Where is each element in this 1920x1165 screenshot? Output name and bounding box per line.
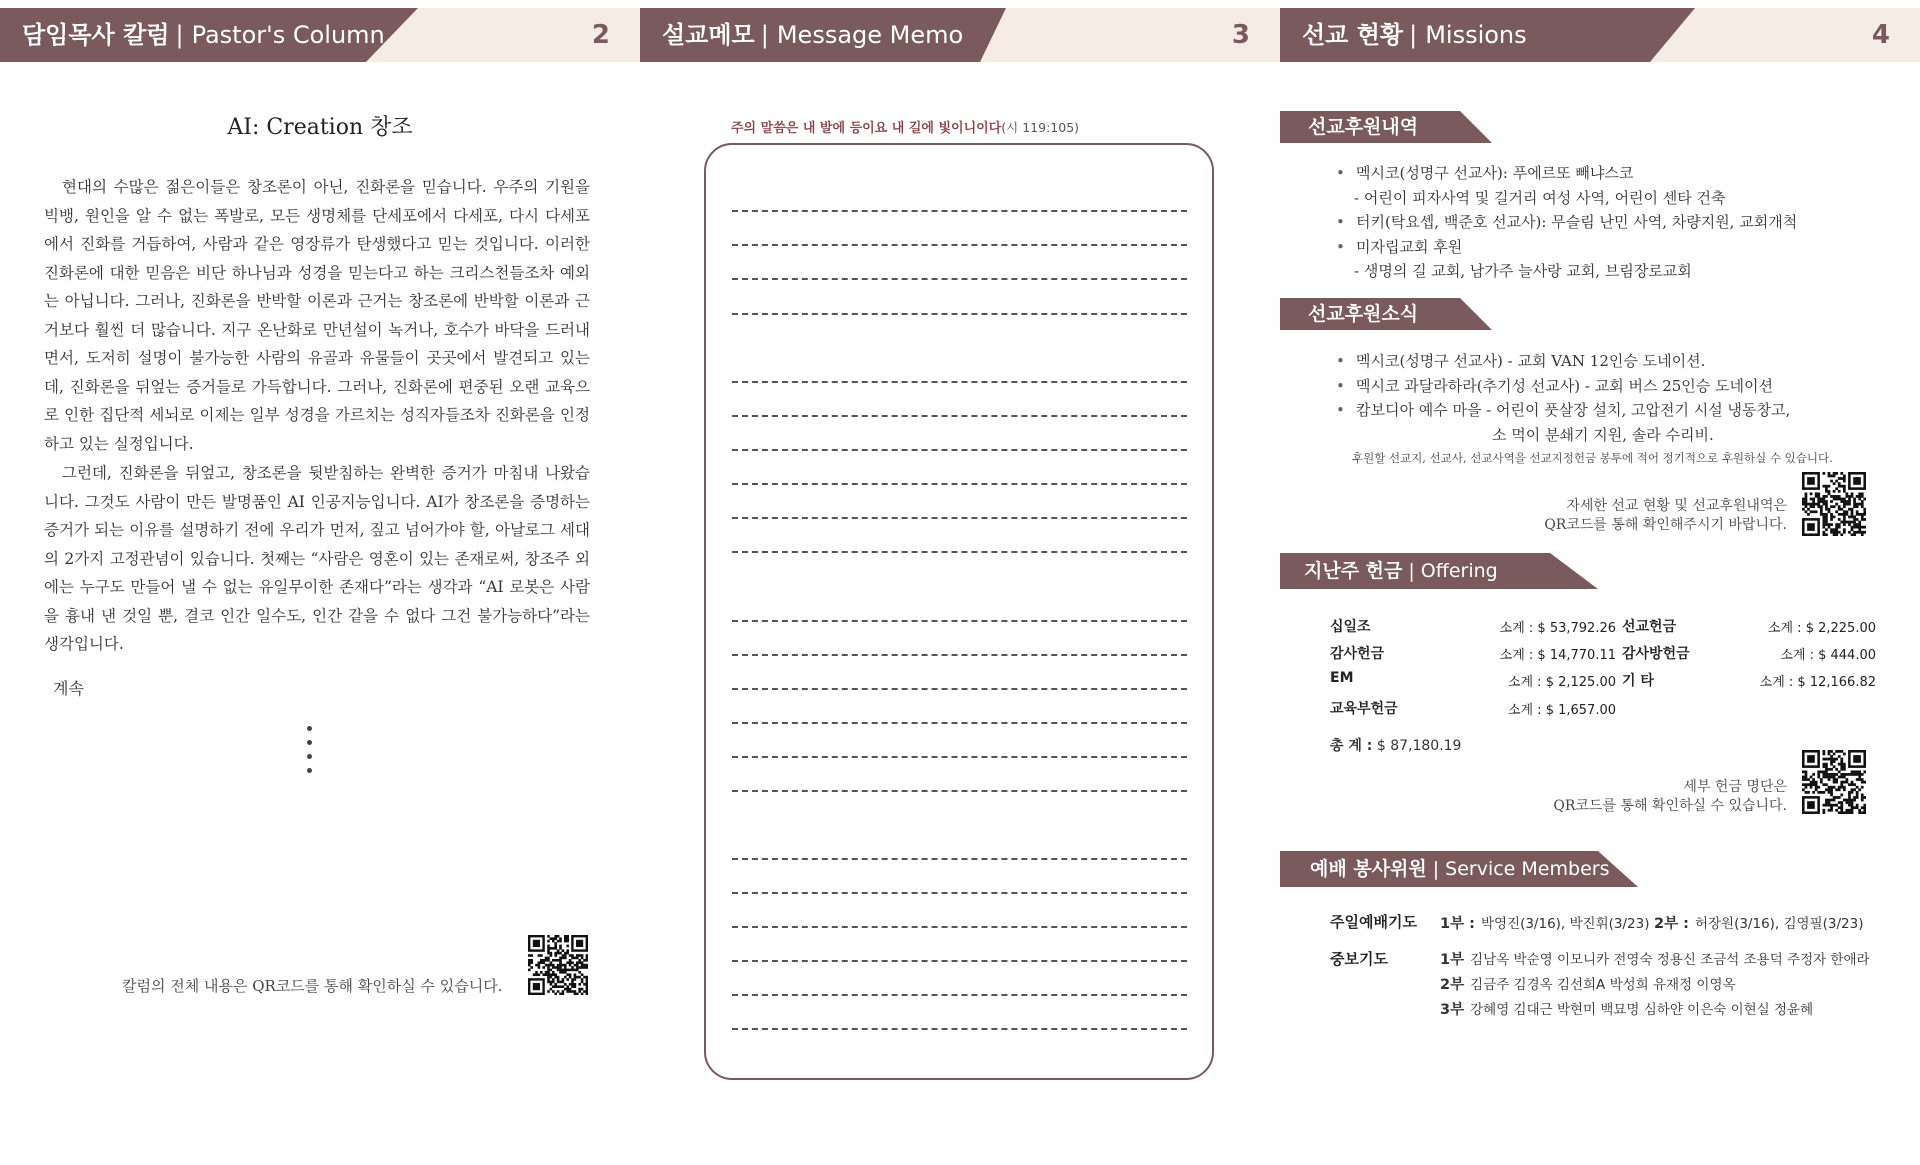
header-title-ko: 담임목사 칼럼 xyxy=(22,21,170,49)
prayer-label: 주일예배기도 xyxy=(1330,913,1417,931)
page-number: 3 xyxy=(1231,20,1250,50)
verse-reference: (시 119:105) xyxy=(1001,120,1080,135)
qr-caption-missions xyxy=(1544,497,1787,535)
qr-caption-line: 세부 헌금 명단은 xyxy=(1683,779,1787,795)
offering-label: 감사헌금 xyxy=(1330,646,1385,662)
offering-section-tag xyxy=(1280,553,1600,589)
bullet-icon: • xyxy=(1336,401,1345,419)
qr-caption-line: QR코드를 통해 확인해주시기 바랍니다. xyxy=(1544,517,1787,533)
offering-label: 감사방헌금 xyxy=(1622,646,1690,662)
offering-total xyxy=(1330,735,1461,755)
support-list xyxy=(1336,161,1797,284)
column-paragraph-1 xyxy=(44,173,590,458)
prayer-1-names: 박영진(3/16), 박진휘(3/23) xyxy=(1480,916,1650,932)
list-item-text: 멕시코(성명구 선교사) - 교회 VAN 12인승 도네이션. xyxy=(1356,352,1706,370)
intercession-names: 강혜영 김대근 박현미 백묘명 심하얀 이은숙 이현실 정윤혜 xyxy=(1470,1002,1814,1018)
list-item-text: 소 먹이 분쇄기 지원, 솔라 수리비. xyxy=(1492,425,1714,444)
service-section-tag xyxy=(1280,851,1640,887)
vertical-ellipsis-icon xyxy=(307,726,317,782)
header-title xyxy=(22,8,385,62)
memo-line xyxy=(732,892,1187,894)
memo-line xyxy=(732,994,1187,996)
offering-title-en: Offering xyxy=(1420,560,1498,582)
header-title-en: Message Memo xyxy=(776,21,964,49)
prayer-1 xyxy=(1440,912,1649,933)
header-title xyxy=(1302,8,1527,62)
memo-line xyxy=(732,926,1187,928)
memo-line xyxy=(732,210,1187,212)
memo-line xyxy=(732,620,1187,622)
memo-line xyxy=(732,858,1187,860)
memo-line xyxy=(732,790,1187,792)
header-separator: | xyxy=(760,21,769,49)
page-number: 2 xyxy=(591,20,610,50)
list-item-text: 미자립교회 후원 xyxy=(1356,237,1463,256)
memo-line xyxy=(732,278,1187,280)
memo-line xyxy=(732,483,1187,485)
intercession-service-label: 3부 xyxy=(1440,1002,1465,1018)
service-separator: | xyxy=(1432,858,1440,880)
bullet-icon: • xyxy=(1336,164,1345,182)
intercession-names: 김금주 김경옥 김선희A 박성희 유재정 이영옥 xyxy=(1470,977,1736,993)
memo-line xyxy=(732,415,1187,417)
total-label: 총 계 : xyxy=(1330,738,1373,754)
page-header xyxy=(0,8,640,62)
header-title-en: Missions xyxy=(1425,21,1527,49)
list-item xyxy=(1336,374,1790,399)
qr-code-offering[interactable] xyxy=(1802,750,1866,814)
offering-label: 선교헌금 xyxy=(1622,619,1677,635)
page-header xyxy=(1280,8,1920,62)
offering-value: 소계 : $ 12,166.82 xyxy=(1759,675,1876,690)
memo-line xyxy=(732,960,1187,962)
memo-line xyxy=(732,381,1187,383)
pastor-column-page xyxy=(0,0,640,1165)
qr-code-icon xyxy=(1802,472,1866,536)
qr-code-icon xyxy=(1802,750,1866,814)
qr-caption-offering xyxy=(1553,778,1787,816)
memo-line xyxy=(732,517,1187,519)
column-paragraph-2 xyxy=(44,459,590,659)
memo-line xyxy=(732,756,1187,758)
intercession-row xyxy=(1440,973,1736,994)
list-item xyxy=(1336,398,1790,423)
qr-code-icon xyxy=(528,935,588,995)
list-item-text: 캄보디아 예수 마을 - 어린이 풋살장 설치, 고압전기 시설 냉동창고, xyxy=(1356,401,1791,419)
prayer-1-label: 1부 : xyxy=(1440,916,1475,932)
list-item xyxy=(1336,423,1790,448)
qr-caption-line: 자세한 선교 현황 및 선교후원내역은 xyxy=(1566,498,1787,514)
service-title-en: Service Members xyxy=(1445,858,1610,880)
support-section-tag xyxy=(1280,111,1495,143)
list-item-text: 멕시코 과달라하라(추기성 선교사) - 교회 버스 25인승 도네이션 xyxy=(1356,376,1773,395)
bullet-icon: • xyxy=(1336,352,1345,370)
list-item xyxy=(1336,210,1797,235)
memo-line xyxy=(732,551,1187,553)
message-memo-page xyxy=(640,0,1280,1165)
paragraph-text: 그런데, 진화론을 뒤엎고, 창조론을 뒷받침하는 완벽한 증거가 마침내 나왔습니다. 그것도 사람이 만든 발명품인 AI 인공지능입니다. AI가 창조론을 증명하는 증거가 되는 이유를 설명하기 전에 우리가 먼저, 짚고 넘어가야 할, 아날로그 세대의 2가지 고정관념이 있습니다. 첫째는 “사람은 영혼이 있는 존재로써, 창조주 외에는 누구도 만들어 낼 수 없는 유일무이한 존재다”라는 생각과 “AI 로봇은 사람을 흉내 낸 것일 뿐, 결코 인간 일수도, 인간 같을 수 없다 그건 불가능하다”라는 생각입니다. xyxy=(44,464,590,653)
intercession-label: 중보기도 xyxy=(1330,950,1388,968)
bullet-icon: • xyxy=(1336,376,1345,395)
support-title: 선교후원내역 xyxy=(1308,116,1419,138)
bullet-icon: • xyxy=(1336,237,1345,256)
memo-line xyxy=(732,654,1187,656)
column-title: AI: Creation 창조 xyxy=(227,115,413,140)
header-title-en: Pastor's Column xyxy=(191,21,385,49)
intercession-row xyxy=(1440,998,1813,1019)
prayer-2-names: 허장원(3/16), 김영필(3/23) xyxy=(1694,916,1864,932)
qr-code-missions[interactable] xyxy=(1802,472,1866,536)
offering-value: 소계 : $ 444.00 xyxy=(1780,648,1876,663)
news-title: 선교후원소식 xyxy=(1308,303,1419,325)
offering-title-ko: 지난주 헌금 xyxy=(1304,560,1403,582)
intercession-row xyxy=(1440,948,1870,969)
memo-line xyxy=(732,1028,1187,1030)
memo-line xyxy=(732,244,1187,246)
offering-value: 소계 : $ 53,792.26 xyxy=(1499,621,1616,636)
offering-label: 십일조 xyxy=(1330,619,1371,635)
list-item xyxy=(1336,235,1797,260)
prayer-2 xyxy=(1654,912,1863,933)
qr-note: 칼럼의 전체 내용은 QR코드를 통해 확인하실 수 있습니다. xyxy=(122,977,503,995)
offering-label: EM xyxy=(1330,670,1354,686)
offering-value: 소계 : $ 1,657.00 xyxy=(1507,703,1616,718)
header-separator: | xyxy=(175,21,184,49)
list-item-text: - 생명의 길 교회, 남가주 늘사랑 교회, 브림장로교회 xyxy=(1354,262,1692,280)
header-title-ko: 선교 현황 xyxy=(1302,21,1404,49)
offering-label: 교육부헌금 xyxy=(1330,701,1398,717)
offering-label: 기 타 xyxy=(1622,673,1654,689)
news-list xyxy=(1336,349,1790,447)
memo-box[interactable] xyxy=(704,143,1214,1080)
offering-value: 소계 : $ 14,770.11 xyxy=(1499,648,1616,663)
service-title-ko: 예배 봉사위원 xyxy=(1310,858,1427,880)
memo-line xyxy=(732,722,1187,724)
verse-text: 주의 말씀은 내 발에 등이요 내 길에 빛이니이다 xyxy=(731,121,1002,136)
memo-line xyxy=(732,449,1187,451)
qr-code-column[interactable] xyxy=(528,935,588,995)
header-separator: | xyxy=(1409,21,1418,49)
offering-value: 소계 : $ 2,225.00 xyxy=(1767,621,1876,636)
page-number: 4 xyxy=(1871,20,1890,50)
memo-line xyxy=(732,313,1187,315)
bullet-icon: • xyxy=(1336,213,1345,231)
total-value: $ 87,180.19 xyxy=(1376,738,1462,754)
prayer-2-label: 2부 : xyxy=(1654,916,1689,932)
news-note: 후원할 선교지, 선교사, 선교사역을 선교지정헌금 봉투에 적어 정기적으로 후원하실 수 있습니다. xyxy=(1352,451,1833,465)
qr-caption-line: QR코드를 통해 확인하실 수 있습니다. xyxy=(1553,798,1787,814)
header-title xyxy=(662,8,963,62)
list-item-text: 터키(탁요셉, 백준호 선교사): 무슬림 난민 사역, 차량지원, 교회개척 xyxy=(1356,213,1798,231)
list-item-text: - 어린이 피자사역 및 길거리 여성 사역, 어린이 센타 건축 xyxy=(1354,188,1726,207)
continued-label: 계속 xyxy=(53,679,84,698)
intercession-service-label: 2부 xyxy=(1440,977,1465,993)
missions-page xyxy=(1280,0,1920,1165)
memo-line xyxy=(732,688,1187,690)
list-item xyxy=(1336,349,1790,374)
list-item xyxy=(1336,259,1797,284)
list-item xyxy=(1336,161,1797,186)
list-item xyxy=(1336,186,1797,211)
intercession-service-label: 1부 xyxy=(1440,952,1465,968)
news-section-tag xyxy=(1280,298,1495,330)
offering-value: 소계 : $ 2,125.00 xyxy=(1507,675,1616,690)
scripture-verse xyxy=(731,117,1079,136)
intercession-names: 김남옥 박순영 이모니카 전영숙 정용신 조금석 조용덕 주정자 한애라 xyxy=(1470,952,1870,968)
list-item-text: 멕시코(성명구 선교사): 푸에르또 빼냐스코 xyxy=(1356,164,1634,182)
header-title-ko: 설교메모 xyxy=(662,21,755,49)
offering-separator: | xyxy=(1408,560,1415,582)
paragraph-text: 현대의 수많은 젊은이들은 창조론이 아닌, 진화론을 믿습니다. 우주의 기원을 빅뱅, 원인을 알 수 없는 폭발로, 모든 생명체를 단세포에서 다세포, 다시 다세포에서 진화를 거듭하여, 사람과 같은 영장류가 탄생했다고 믿는 것입니다. 이러한 진화론에 대한 믿음은 비단 하나님과 성경을 믿는다고 하는 크리스천들조차 예외는 아닙니다. 그러나, 진화론을 반박할 이론과 근거는 창조론에 반박할 이론과 근거보다 훨씬 더 많습니다. 지구 온난화로 만년설이 녹거나, 호수가 바닥을 드러내면서, 도저히 설명이 불가능한 사람의 유골과 유물들이 곳곳에서 발견되고 있는데, 진화론을 뒤엎는 증거들로 가득합니다. 그러나, 진화론에 편중된 오랜 교육으로 인한 집단적 세뇌로 이제는 일부 성경을 가르치는 성직자들조차 진화론을 인정하고 있는 실정입니다. xyxy=(44,178,590,453)
page-header xyxy=(640,8,1280,62)
